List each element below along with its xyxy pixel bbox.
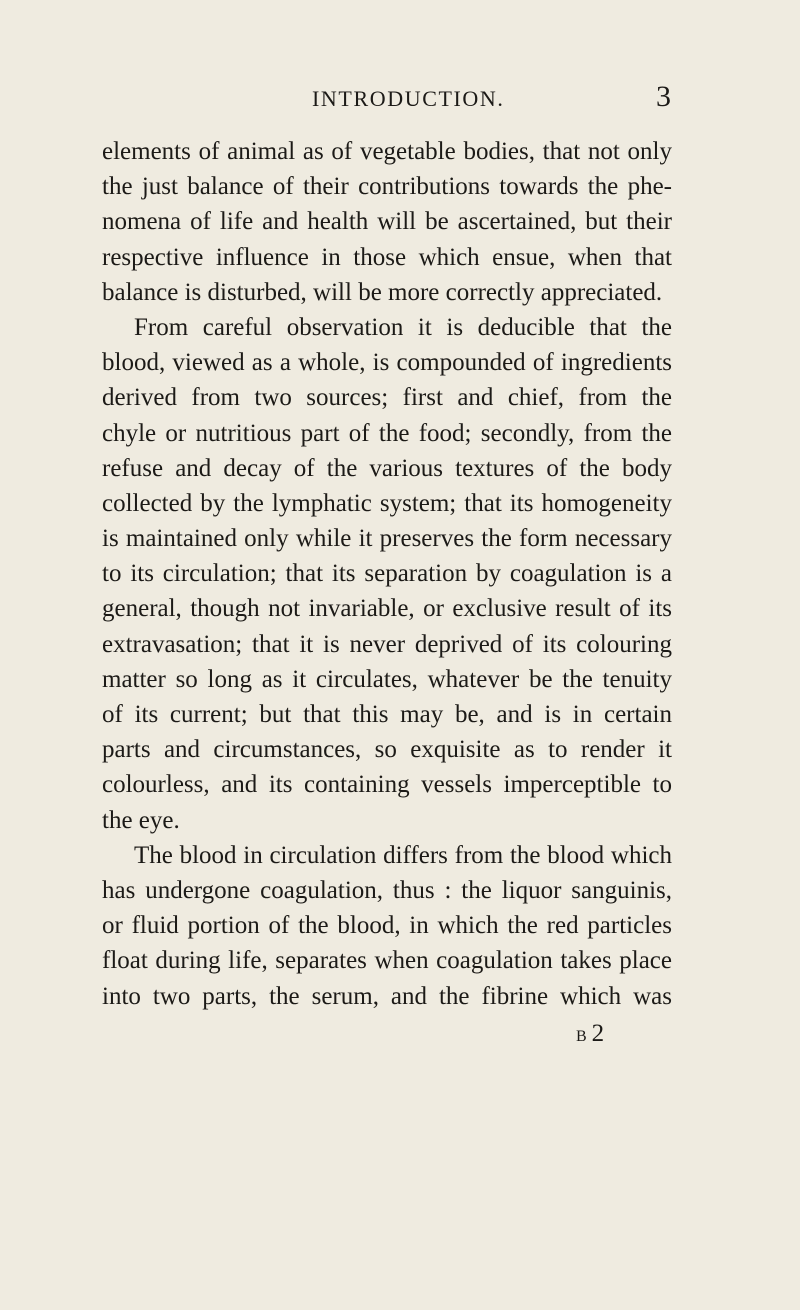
text-line: elements of animal as of vegetable bodies, that not only (102, 138, 672, 165)
text-line: general, though not invariable, or exclusive result of its (102, 595, 672, 623)
text-line: has undergone coagulation, thus : the liquor sanguinis, (102, 876, 672, 904)
page-number: 3 (656, 80, 671, 113)
text-line: collected by the lymphatic system; that its homogeneity (102, 489, 672, 517)
text-line: nomena of life and health will be ascertained, but their (102, 208, 672, 236)
text-line: parts and circumstances, so exquisite as to render it (102, 736, 672, 764)
text-line: of its current; but that this may be, and is in certain (102, 701, 672, 728)
running-head (0, 80, 800, 114)
text-line: The blood in circulation differs from the blood which (134, 841, 672, 869)
text-line: into two parts, the serum, and the fibrine which was (102, 982, 672, 1010)
signature-mark (576, 1019, 604, 1052)
text-line: respective influence in those which ensue, when that (102, 243, 672, 271)
text-line: refuse and decay of the various textures of the body (102, 454, 672, 482)
text-line: colourless, and its containing vessels imperceptible to (102, 771, 672, 799)
signature-letter: B (576, 1028, 588, 1045)
text-line: or fluid portion of the blood, in which the red particles (102, 912, 672, 940)
text-line: is maintained only while it preserves the form necessary (102, 525, 672, 553)
text-line: extravasation; that it is never deprived of its colouring (102, 630, 672, 658)
body-text (102, 134, 672, 1014)
text-line: the just balance of their contributions towards the phe- (102, 173, 672, 201)
signature-number: 2 (591, 1020, 605, 1047)
text-line: blood, viewed as a whole, is compounded of ingredients (102, 349, 672, 377)
text-line: the eye. (102, 806, 180, 834)
text-line: to its circulation; that its separation by coagulation is a (102, 560, 672, 588)
text-line: balance is disturbed, will be more correctly appreciated. (102, 278, 663, 306)
text-line: From careful observation it is deducible that the (134, 313, 672, 341)
text-line: derived from two sources; first and chief, from the (102, 384, 672, 412)
text-line: chyle or nutritious part of the food; secondly, from the (102, 419, 672, 447)
running-title: INTRODUCTION. (312, 86, 505, 111)
text-line: matter so long as it circulates, whatever be the tenuity (102, 665, 672, 693)
text-line: float during life, separates when coagulation takes place (102, 947, 672, 975)
